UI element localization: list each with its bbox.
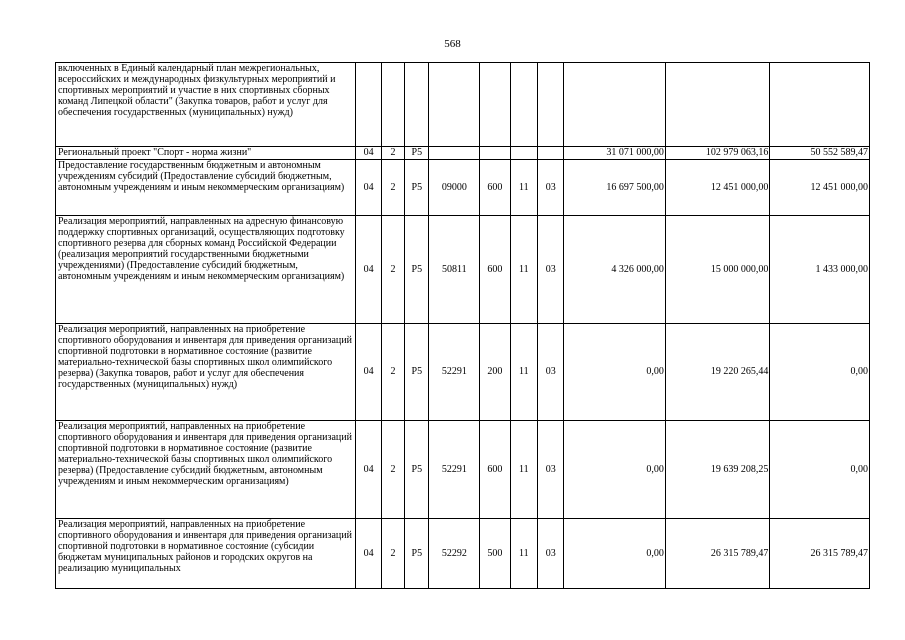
code-subsection-sub bbox=[538, 147, 564, 160]
code-direction: 50811 bbox=[429, 216, 480, 324]
code-expense-type: 600 bbox=[480, 160, 510, 216]
code-subsection-sub bbox=[538, 63, 564, 147]
code-subsection bbox=[510, 147, 537, 160]
code-project: P5 bbox=[405, 519, 429, 589]
code-direction: 52291 bbox=[429, 324, 480, 421]
code-project: P5 bbox=[405, 216, 429, 324]
row-description: Предоставление государственным бюджетным и автономным учреждениям субсидий (Предоставление субсидий бюджетным, автономным учреждениям и иным некоммерческим организациям) bbox=[56, 160, 356, 216]
code-direction: 52292 bbox=[429, 519, 480, 589]
code-project bbox=[405, 63, 429, 147]
code-direction: 52291 bbox=[429, 421, 480, 519]
table-row bbox=[56, 421, 870, 519]
row-description: включенных в Единый календарный план межрегиональных, всероссийских и международных физкультурных мероприятий и спортивных мероприятий и участие в них спортивных сборных команд Липецкой области" (Закупка товаров, работ и услуг для обеспечения государственных (муниципальных) нужд) bbox=[56, 63, 356, 147]
amount-year-1: 31 071 000,00 bbox=[564, 147, 665, 160]
amount-year-1: 0,00 bbox=[564, 324, 665, 421]
amount-year-2 bbox=[665, 63, 770, 147]
amount-year-2: 19 639 208,25 bbox=[665, 421, 770, 519]
amount-year-2: 15 000 000,00 bbox=[665, 216, 770, 324]
table-row bbox=[56, 160, 870, 216]
code-project: P5 bbox=[405, 160, 429, 216]
amount-year-3: 0,00 bbox=[770, 421, 870, 519]
amount-year-3: 1 433 000,00 bbox=[770, 216, 870, 324]
budget-table bbox=[55, 62, 870, 589]
row-description: Реализация мероприятий, направленных на адресную финансовую поддержку спортивных организаций, осуществляющих подготовку спортивного резерва для сборных команд Российской Федерации (реализация мероприятий государственными бюджетными учреждениями) (Предоставление субсидий бюджетным, автономным учреждениям и иным некоммерческим организациям) bbox=[56, 216, 356, 324]
code-subprogram: 2 bbox=[381, 421, 404, 519]
code-section: 04 bbox=[356, 216, 381, 324]
code-section: 04 bbox=[356, 160, 381, 216]
amount-year-3 bbox=[770, 63, 870, 147]
code-direction: 09000 bbox=[429, 160, 480, 216]
code-subprogram: 2 bbox=[381, 160, 404, 216]
amount-year-3: 0,00 bbox=[770, 324, 870, 421]
amount-year-1: 0,00 bbox=[564, 519, 665, 589]
amount-year-1 bbox=[564, 63, 665, 147]
code-subsection: 11 bbox=[510, 216, 537, 324]
code-subsection-sub: 03 bbox=[538, 160, 564, 216]
amount-year-1: 0,00 bbox=[564, 421, 665, 519]
amount-year-3: 26 315 789,47 bbox=[770, 519, 870, 589]
code-subsection: 11 bbox=[510, 160, 537, 216]
code-section: 04 bbox=[356, 324, 381, 421]
amount-year-2: 19 220 265,44 bbox=[665, 324, 770, 421]
code-expense-type: 600 bbox=[480, 216, 510, 324]
code-subsection-sub: 03 bbox=[538, 216, 564, 324]
table-row bbox=[56, 216, 870, 324]
code-subsection: 11 bbox=[510, 324, 537, 421]
code-subsection-sub: 03 bbox=[538, 519, 564, 589]
code-expense-type: 200 bbox=[480, 324, 510, 421]
amount-year-2: 12 451 000,00 bbox=[665, 160, 770, 216]
code-expense-type bbox=[480, 147, 510, 160]
code-section: 04 bbox=[356, 519, 381, 589]
code-subsection-sub: 03 bbox=[538, 324, 564, 421]
row-description: Реализация мероприятий, направленных на приобретение спортивного оборудования и инвентаря для приведения организаций спортивной подготовки в нормативное состояние (развитие материально-технической базы спортивных школ олимпийского резерва) (Предоставление субсидий бюджетным, автономным учреждениям и иным некоммерческим организациям) bbox=[56, 421, 356, 519]
code-subprogram bbox=[381, 63, 404, 147]
amount-year-1: 4 326 000,00 bbox=[564, 216, 665, 324]
table-row bbox=[56, 519, 870, 589]
row-description: Реализация мероприятий, направленных на приобретение спортивного оборудования и инвентаря для приведения организаций спортивной подготовки в нормативное состояние (субсидии бюджетам муниципальных районов и городских округов на реализацию муниципальных bbox=[56, 519, 356, 589]
code-project: P5 bbox=[405, 147, 429, 160]
table-row bbox=[56, 63, 870, 147]
code-expense-type bbox=[480, 63, 510, 147]
code-subsection: 11 bbox=[510, 519, 537, 589]
amount-year-3: 50 552 589,47 bbox=[770, 147, 870, 160]
amount-year-2: 102 979 063,16 bbox=[665, 147, 770, 160]
row-description: Региональный проект "Спорт - норма жизни" bbox=[56, 147, 356, 160]
code-subprogram: 2 bbox=[381, 216, 404, 324]
code-subsection bbox=[510, 63, 537, 147]
code-subprogram: 2 bbox=[381, 324, 404, 421]
page-number: 568 bbox=[444, 38, 461, 50]
row-description: Реализация мероприятий, направленных на приобретение спортивного оборудования и инвентаря для приведения организаций спортивной подготовки в нормативное состояние (развитие материально-технической базы спортивных школ олимпийского резерва) (Закупка товаров, работ и услуг для обеспечения государственных (муниципальных) нужд) bbox=[56, 324, 356, 421]
code-section bbox=[356, 63, 381, 147]
table-row bbox=[56, 324, 870, 421]
code-subprogram: 2 bbox=[381, 147, 404, 160]
code-subsection: 11 bbox=[510, 421, 537, 519]
code-subprogram: 2 bbox=[381, 519, 404, 589]
code-direction bbox=[429, 63, 480, 147]
code-section: 04 bbox=[356, 147, 381, 160]
code-project: P5 bbox=[405, 324, 429, 421]
amount-year-1: 16 697 500,00 bbox=[564, 160, 665, 216]
code-section: 04 bbox=[356, 421, 381, 519]
table-row bbox=[56, 147, 870, 160]
code-expense-type: 500 bbox=[480, 519, 510, 589]
code-project: P5 bbox=[405, 421, 429, 519]
code-subsection-sub: 03 bbox=[538, 421, 564, 519]
amount-year-2: 26 315 789,47 bbox=[665, 519, 770, 589]
code-expense-type: 600 bbox=[480, 421, 510, 519]
code-direction bbox=[429, 147, 480, 160]
amount-year-3: 12 451 000,00 bbox=[770, 160, 870, 216]
